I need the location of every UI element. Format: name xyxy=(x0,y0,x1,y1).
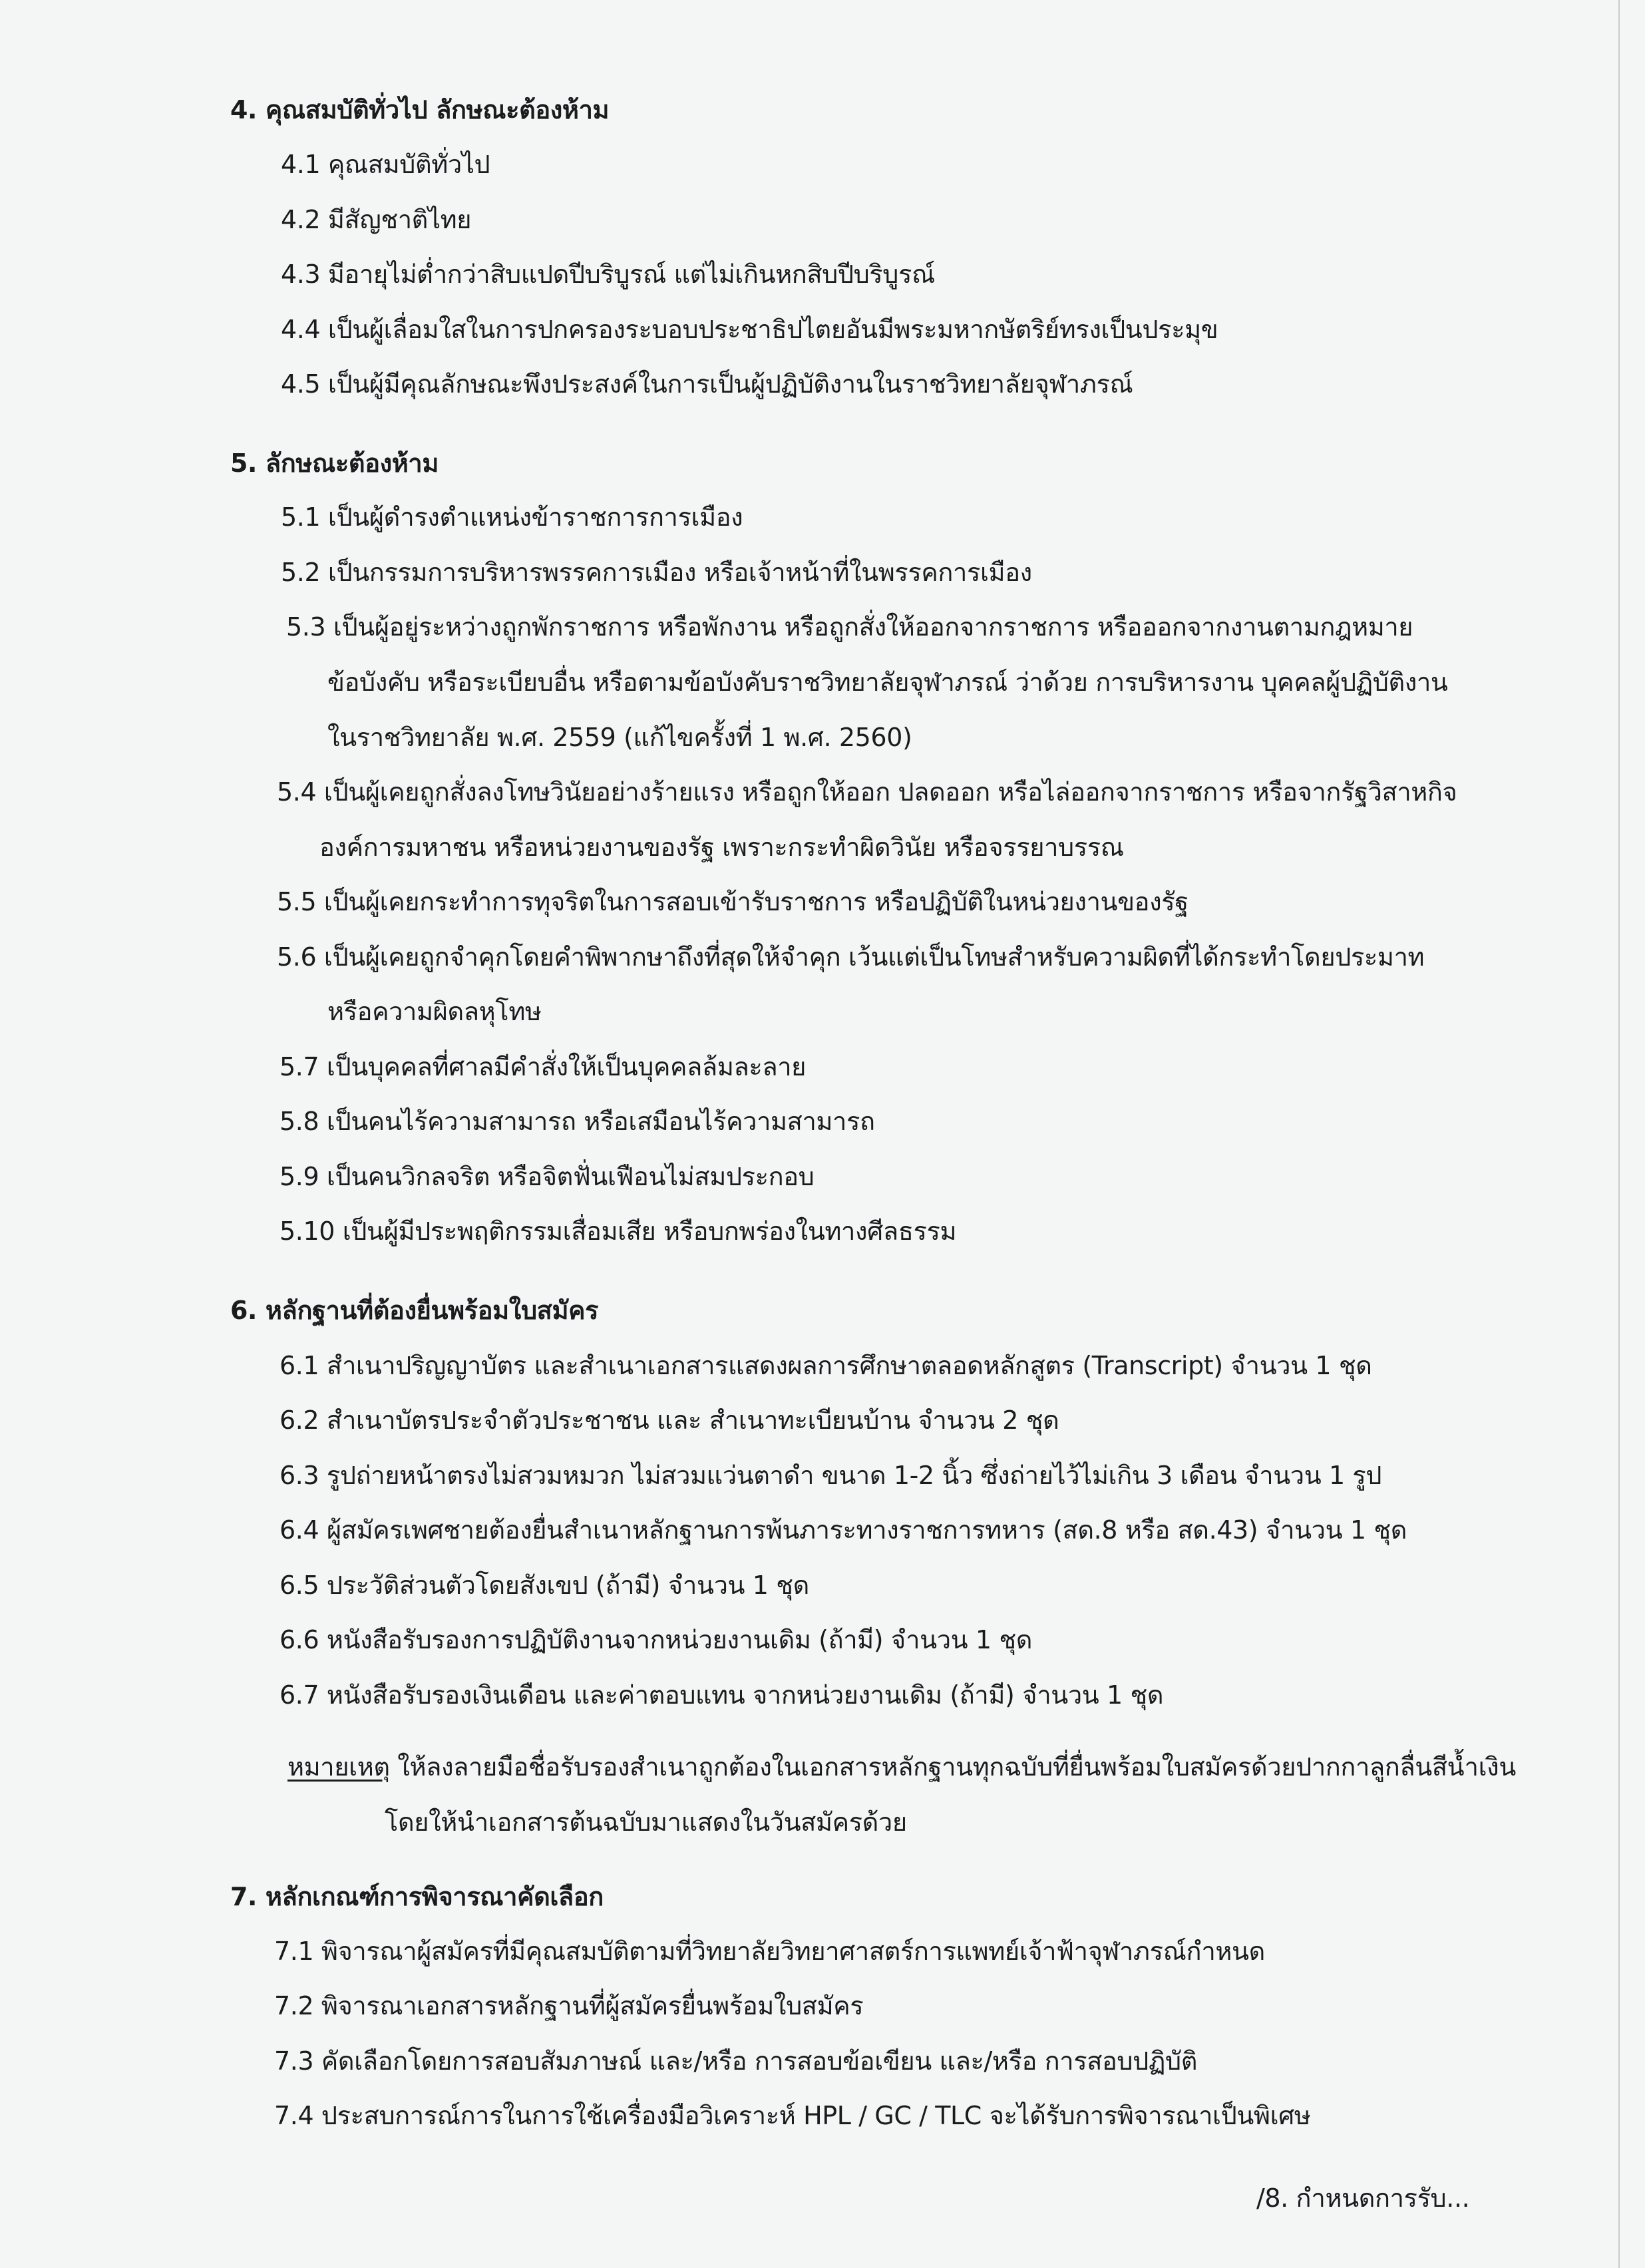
list-item: 6.2 สำเนาบัตรประจำตัวประชาชน และ สำเนาทะเบียนบ้าน จำนวน 2 ชุด xyxy=(279,1406,1059,1435)
list-item: 6.1 สำเนาปริญญาบัตร และสำเนาเอกสารแสดงผลการศึกษาตลอดหลักสูตร (Transcript) จำนวน 1 ชุด xyxy=(279,1351,1372,1380)
list-item-continuation: องค์การมหาชน หรือหน่วยงานของรัฐ เพราะกระทำผิดวินัย หรือจรรยาบรรณ xyxy=(319,833,1124,862)
list-item: 4.5 เป็นผู้มีคุณลักษณะพึงประสงค์ในการเป็นผู้ปฏิบัติงานในราชวิทยาลัยจุฬาภรณ์ xyxy=(281,369,1133,399)
list-item: 5.7 เป็นบุคคลที่ศาลมีคำสั่งให้เป็นบุคคลล้มละลาย xyxy=(279,1052,807,1081)
list-item-continuation: หรือความผิดลหุโทษ xyxy=(327,997,542,1026)
list-item: 5.6 เป็นผู้เคยถูกจำคุกโดยคำพิพากษาถึงที่สุดให้จำคุก เว้นแต่เป็นโทษสำหรับความผิดที่ได้กระทำโดยประมาท xyxy=(277,942,1425,972)
list-item: 6.3 รูปถ่ายหน้าตรงไม่สวมหมวก ไม่สวมแว่นตาดำ ขนาด 1-2 นิ้ว ซึ่งถ่ายไว้ไม่เกิน 3 เดือน จำนวน 1 รูป xyxy=(279,1461,1382,1490)
note-text: ให้ลงลายมือชื่อรับรองสำเนาถูกต้องในเอกสารหลักฐานทุกฉบับที่ยื่นพร้อมใบสมัครด้วยปากกาลูกลื่นสีน้ำเงิน xyxy=(389,1752,1516,1782)
list-item: 6.7 หนังสือรับรองเงินเดือน และค่าตอบแทน จากหน่วยงานเดิม (ถ้ามี) จำนวน 1 ชุด xyxy=(279,1680,1164,1710)
list-item: 5.3 เป็นผู้อยู่ระหว่างถูกพักราชการ หรือพักงาน หรือถูกสั่งให้ออกจากราชการ หรือออกจากงานตามกฎหมาย xyxy=(286,612,1413,642)
continuation-footer: /8. กำหนดการรับ... xyxy=(1256,2183,1470,2213)
list-item: 5.9 เป็นคนวิกลจริต หรือจิตฟั่นเฟือนไม่สมประกอบ xyxy=(279,1162,815,1191)
list-item: 5.10 เป็นผู้มีประพฤติกรรมเสื่อมเสีย หรือบกพร่องในทางศีลธรรม xyxy=(279,1217,957,1246)
list-item: 4.2 มีสัญชาติไทย xyxy=(281,205,472,234)
section-7-heading: 7. หลักเกณฑ์การพิจารณาคัดเลือก xyxy=(230,1882,604,1911)
list-item: 4.1 คุณสมบัติทั่วไป xyxy=(281,150,490,179)
list-item: 7.1 พิจารณาผู้สมัครที่มีคุณสมบัติตามที่วิทยาลัยวิทยาศาสตร์การแพทย์เจ้าฟ้าจุฬาภรณ์กำหนด xyxy=(274,1937,1265,1966)
list-item: 6.6 หนังสือรับรองการปฏิบัติงานจากหน่วยงานเดิม (ถ้ามี) จำนวน 1 ชุด xyxy=(279,1625,1033,1654)
note-label: หมายเหตุ xyxy=(287,1752,390,1782)
list-item: 4.3 มีอายุไม่ต่ำกว่าสิบแปดปีบริบูรณ์ แต่ไม่เกินหกสิบปีบริบูรณ์ xyxy=(281,260,935,289)
list-item: 5.8 เป็นคนไร้ความสามารถ หรือเสมือนไร้ความสามารถ xyxy=(279,1107,875,1136)
section-4-heading: 4. คุณสมบัติทั่วไป ลักษณะต้องห้าม xyxy=(230,95,610,124)
list-item: 5.5 เป็นผู้เคยกระทำการทุจริตในการสอบเข้ารับราชการ หรือปฏิบัติในหน่วยงานของรัฐ xyxy=(277,887,1188,916)
list-item-continuation: ในราชวิทยาลัย พ.ศ. 2559 (แก้ไขครั้งที่ 1 พ.ศ. 2560) xyxy=(327,723,912,752)
list-item: 5.4 เป็นผู้เคยถูกสั่งลงโทษวินัยอย่างร้ายแรง หรือถูกให้ออก ปลดออก หรือไล่ออกจากราชการ หรือจากรัฐวิสาหกิจ xyxy=(277,777,1457,807)
list-item: 5.2 เป็นกรรมการบริหารพรรคการเมือง หรือเจ้าหน้าที่ในพรรคการเมือง xyxy=(281,558,1032,587)
list-item: 7.3 คัดเลือกโดยการสอบสัมภาษณ์ และ/หรือ การสอบข้อเขียน และ/หรือ การสอบปฏิบัติ xyxy=(274,2046,1197,2076)
list-item: 6.4 ผู้สมัครเพศชายต้องยื่นสำเนาหลักฐานการพ้นภาระทางราชการทหาร (สด.8 หรือ สด.43) จำนวน 1 ชุด xyxy=(279,1515,1407,1545)
section-6-heading: 6. หลักฐานที่ต้องยื่นพร้อมใบสมัคร xyxy=(230,1296,599,1325)
note xyxy=(287,1750,1516,1784)
list-item: 5.1 เป็นผู้ดำรงตำแหน่งข้าราชการการเมือง xyxy=(281,502,743,532)
list-item: 4.4 เป็นผู้เลื่อมใสในการปกครองระบอบประชาธิปไตยอันมีพระมหากษัตริย์ทรงเป็นประมุข xyxy=(281,315,1218,344)
list-item: 7.2 พิจารณาเอกสารหลักฐานที่ผู้สมัครยื่นพร้อมใบสมัคร xyxy=(274,1991,864,2020)
section-5-heading: 5. ลักษณะต้องห้าม xyxy=(230,449,439,478)
note-continuation: โดยให้นำเอกสารต้นฉบับมาแสดงในวันสมัครด้วย xyxy=(385,1807,907,1837)
list-item: 6.5 ประวัติส่วนตัวโดยสังเขป (ถ้ามี) จำนวน 1 ชุด xyxy=(279,1571,809,1600)
list-item-continuation: ข้อบังคับ หรือระเบียบอื่น หรือตามข้อบังคับราชวิทยาลัยจุฬาภรณ์ ว่าด้วย การบริหารงาน บุคคลผู้ปฏิบัติงาน xyxy=(327,667,1448,697)
page-right-edge xyxy=(1618,0,1620,2268)
list-item: 7.4 ประสบการณ์การในการใช้เครื่องมือวิเคราะห์ HPL / GC / TLC จะได้รับการพิจารณาเป็นพิเศษ xyxy=(274,2101,1311,2130)
